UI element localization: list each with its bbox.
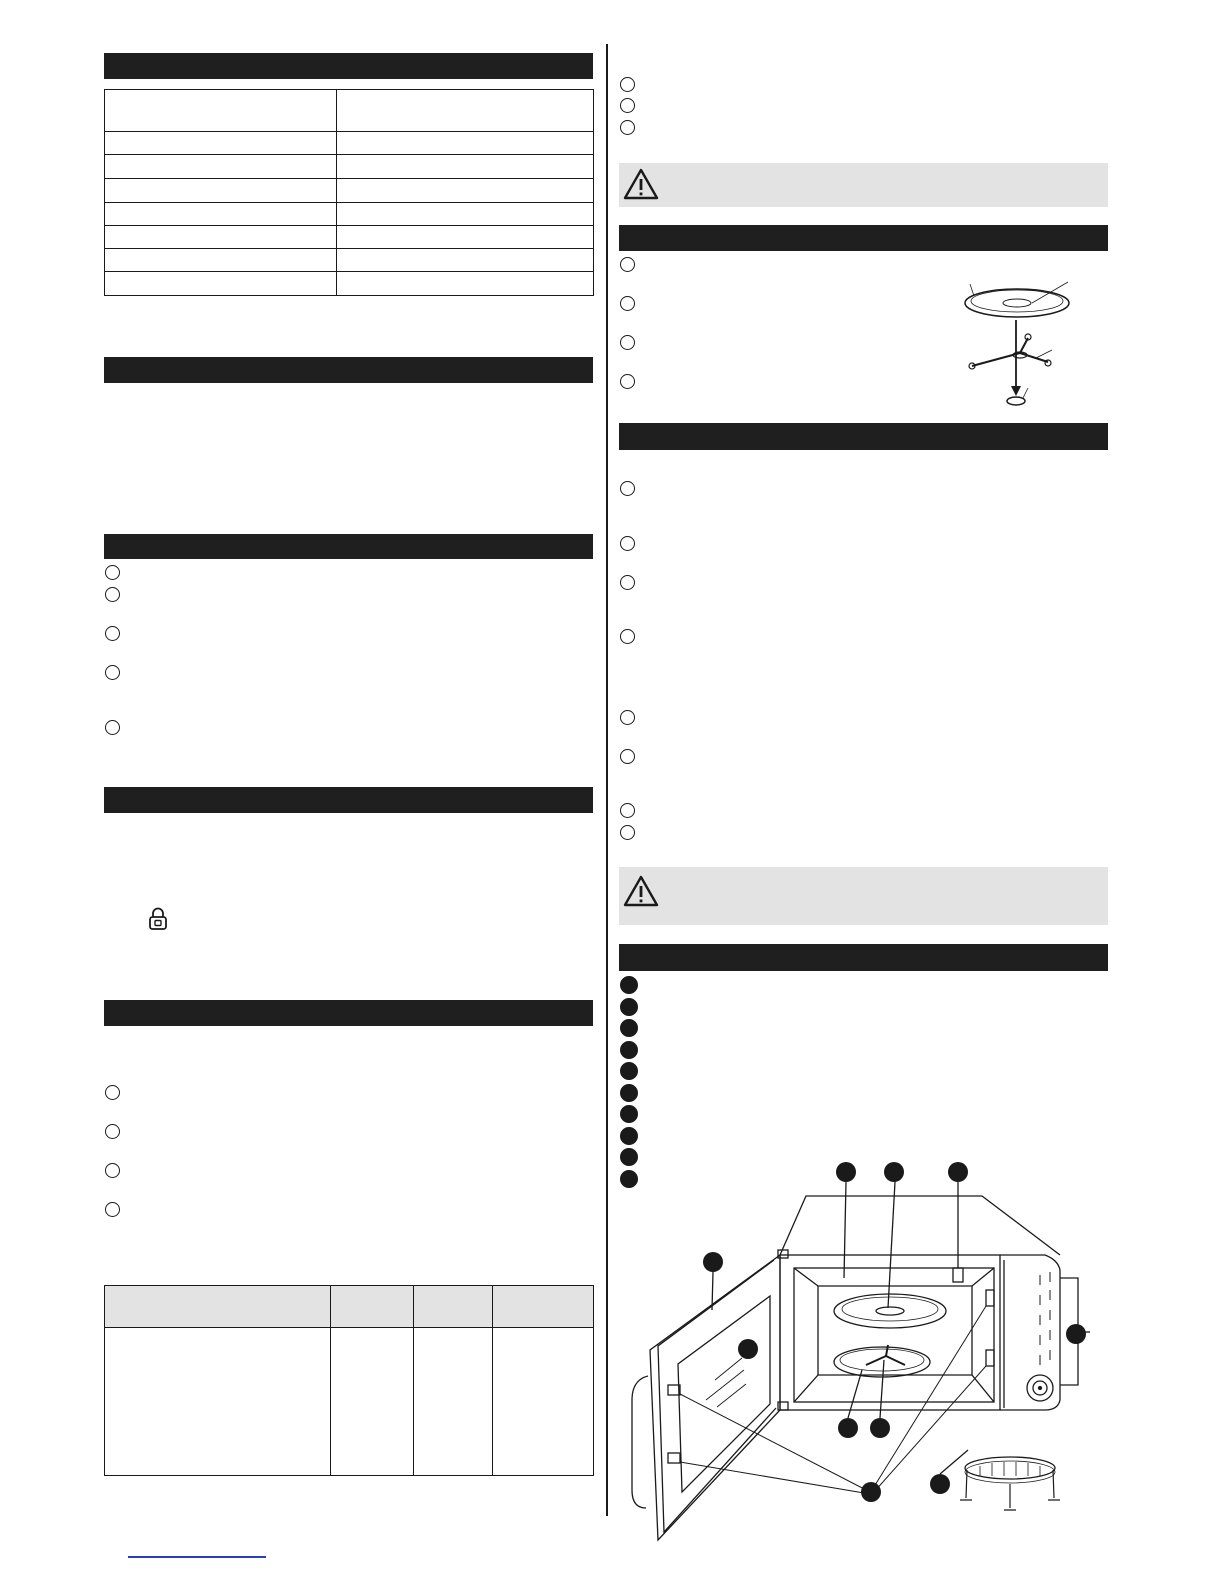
step-number-circle <box>620 77 635 92</box>
section-bar-4 <box>104 787 593 813</box>
microwave-parts-diagram <box>620 1160 1100 1555</box>
part-number-marker <box>620 1127 638 1145</box>
part-number-marker <box>620 1019 638 1037</box>
section-bar-technical-data <box>104 53 593 79</box>
step-number-circle <box>620 629 635 644</box>
section-bar-2 <box>104 357 593 383</box>
step-number-circle <box>620 536 635 551</box>
warning-box <box>619 867 1108 925</box>
warning-triangle-icon <box>622 167 660 201</box>
section-title <box>104 792 114 808</box>
step-number-circle <box>105 720 120 735</box>
step-number-circle <box>105 1085 120 1100</box>
step-number-circle <box>620 296 635 311</box>
step-number-circle <box>620 120 635 135</box>
step-number-circle <box>620 257 635 272</box>
step-number-circle <box>105 587 120 602</box>
turntable-assembly-diagram <box>950 270 1090 415</box>
table-row <box>105 203 594 226</box>
table-row <box>105 249 594 272</box>
section-title <box>104 58 114 74</box>
step-number-circle <box>620 98 635 113</box>
table-row <box>105 272 594 296</box>
table-header-row <box>105 1286 594 1328</box>
table-row <box>105 90 594 132</box>
spec-table <box>104 89 594 296</box>
step-number-circle <box>105 665 120 680</box>
step-number-circle <box>620 803 635 818</box>
section-bar-parts <box>619 944 1108 971</box>
section-title <box>619 230 629 246</box>
section-bar-turntable <box>619 225 1108 251</box>
part-number-marker <box>620 976 638 994</box>
section-title <box>104 1005 114 1021</box>
table-row <box>105 1328 594 1476</box>
power-level-table <box>104 1285 594 1476</box>
step-number-circle <box>620 575 635 590</box>
section-title <box>104 539 114 555</box>
footer-link-underline[interactable] <box>128 1556 266 1558</box>
table-row <box>105 179 594 203</box>
column-divider <box>606 44 608 1516</box>
step-number-circle <box>620 481 635 496</box>
part-number-marker <box>620 1041 638 1059</box>
step-number-circle <box>620 374 635 389</box>
step-number-circle <box>105 626 120 641</box>
step-number-circle <box>105 1124 120 1139</box>
step-number-circle <box>620 825 635 840</box>
part-number-marker <box>620 998 638 1016</box>
section-title <box>619 949 629 965</box>
section-bar-3 <box>104 534 593 559</box>
part-number-marker <box>620 1062 638 1080</box>
part-number-marker <box>620 1105 638 1123</box>
step-number-circle <box>105 565 120 580</box>
section-title <box>104 362 114 378</box>
step-number-circle <box>105 1163 120 1178</box>
table-row <box>105 132 594 155</box>
table-row <box>105 226 594 249</box>
warning-triangle-icon <box>622 874 660 908</box>
step-number-circle <box>105 1202 120 1217</box>
lock-icon <box>147 907 169 931</box>
step-number-circle <box>620 749 635 764</box>
section-title <box>619 428 629 444</box>
section-bar-6 <box>619 423 1108 450</box>
step-number-circle <box>620 335 635 350</box>
warning-box <box>619 163 1108 207</box>
step-number-circle <box>620 710 635 725</box>
section-bar-5 <box>104 1000 593 1026</box>
part-number-marker <box>620 1084 638 1102</box>
table-row <box>105 155 594 179</box>
